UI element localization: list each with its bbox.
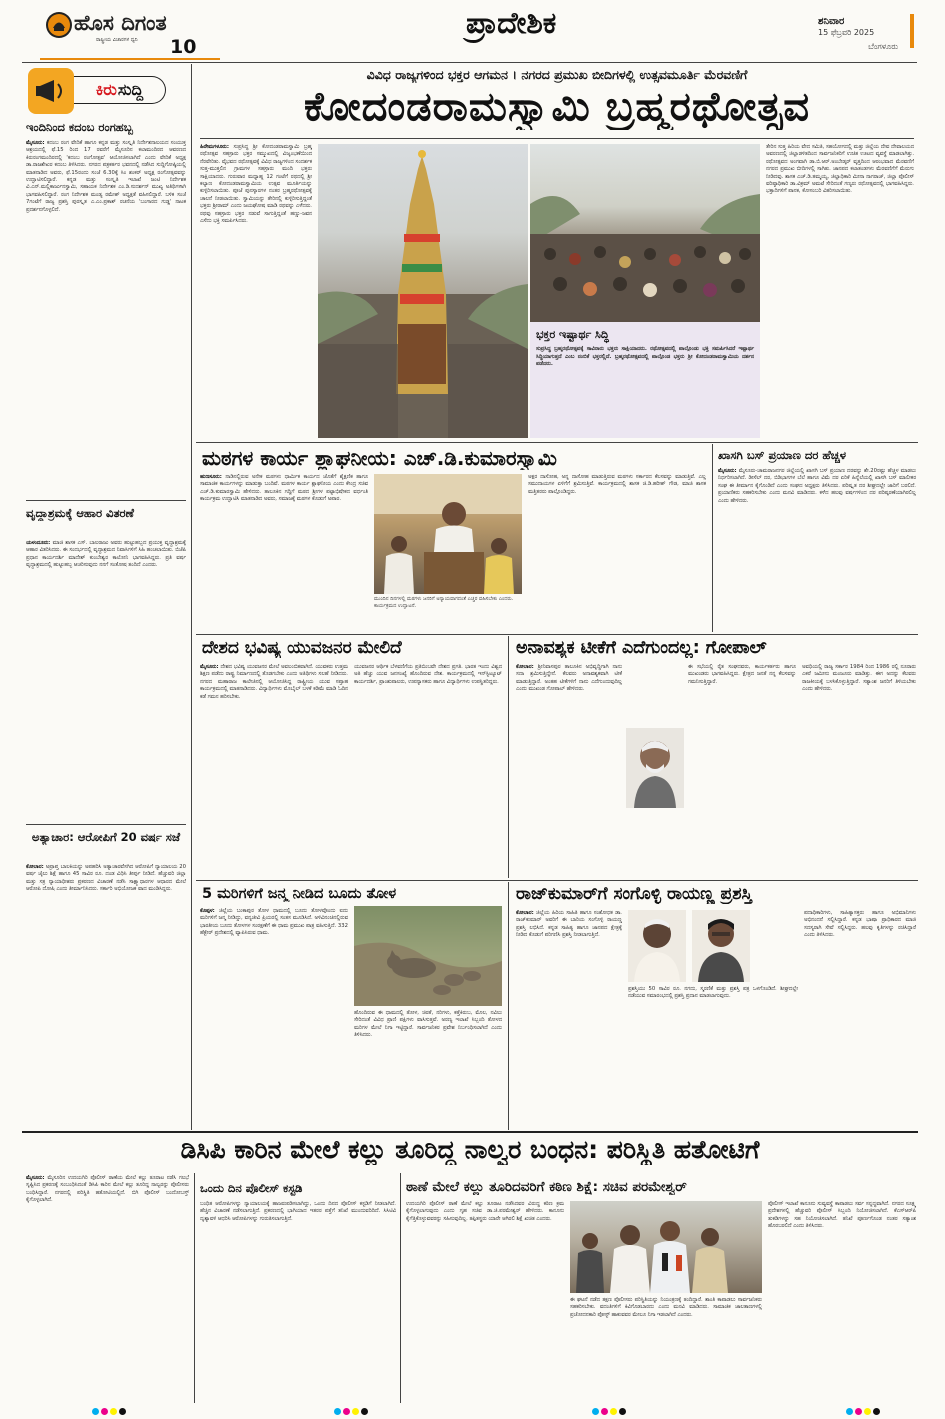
awardee-portrait-2 bbox=[692, 910, 750, 982]
brief-2-text: ಮಾಜಿ ಶಾಸಕ ಎಸ್. ಬಾಲರಾಜು ಅವರು ಹುಟ್ಟುಹಬ್ಬದ ಪ್ರಯುಕ್ತ ವೃದ್ಧಾಶ್ರಮಕ್ಕೆ ಆಹಾರ ವಿತರಿಸಿದರು. ಈ ಸಂದರ್ಭದಲ್ಲಿ ವೃದ್ಧಾಶ್ರಮದ ನಿವಾಸಿಗಳಿಗೆ ಸಿಹಿ ಹಂಚಲಾಯಿತು. ಬಿಜೆಪಿ ಪ್ರಧಾನ ಕಾರ್ಯದರ್ಶಿ ಮಾದೇಶ್ ಕುಂಬೇಶ್ವರ ಕಾಲೋನಿ ಭಾಗವಹಿಸಿದ್ದರು. ಪ್ರತಿ ವರ್ಷ ವೃದ್ಧಾಶ್ರಮದಲ್ಲಿ ಹುಟ್ಟುಹಬ್ಬ ಆಚರಿಸುವುದು ನನಗೆ ಸಂತೋಷ ತಂದಿದೆ ಎಂದರು. bbox=[26, 540, 186, 569]
logo-name: ಹೊಸ ದಿಗಂತ bbox=[74, 11, 167, 35]
police-story bbox=[22, 1133, 918, 1405]
minister-headline: ಠಾಣೆ ಮೇಲೆ ಕಲ್ಲು ತೂರಿದವರಿಗೆ ಕಠಿಣ ಶಿಕ್ಷೆ: ಸಚಿವ ಪರಮೇಶ್ವರ್ bbox=[406, 1179, 687, 1195]
logo-block[interactable] bbox=[40, 6, 208, 56]
caption-body: ಸುಪ್ರಸಿದ್ಧ ಬ್ರಹ್ಮರಥೋತ್ಸವಕ್ಕೆ ಸಾವಿರಾರು ಭಕ್ತರು ಸಾಕ್ಷಿಯಾದರು. ರಥೋತ್ಸವದಲ್ಲಿ ಪಾಲ್ಗೊಂಡು ಭಕ್ತಿ ಸಮರ್ಪಿಸಿದರೆ ಇಷ್ಟಾರ್ಥ ಸಿದ್ಧಿಯಾಗುತ್ತದೆ ಎಂಬ ನಂಬಿಕೆ ಭಕ್ತರಲ್ಲಿದೆ. ಬ್ರಹ್ಮರಥೋತ್ಸವದಲ್ಲಿ ಪಾಲ್ಗೊಂಡ ಭಕ್ತರು ಶ್ರೀ ಕೋದಂಡರಾಮಸ್ವಾಮಿಯ ದರ್ಶನ ಪಡೆದರು. bbox=[536, 346, 754, 368]
brief-2-body bbox=[26, 540, 186, 818]
award-headline: ರಾಜ್‌ಕುಮಾರ್‌ಗೆ ಸಂಗೊಳ್ಳಿ ರಾಯಣ್ಣ ಪ್ರಶಸ್ತಿ bbox=[516, 884, 752, 904]
wolf-award-rule bbox=[508, 882, 509, 1130]
brief-1-body bbox=[26, 140, 186, 496]
lead-col-2: ತೇರಿನ ಸುತ್ತ ಹಿರಿಯ ವೇದ ಸಮಿತಿ, ಸಹಯೋಗದಲ್ಲಿ ಮತ್ತು ಜಿಲ್ಲೆಯ ದೇವ ದೇವಾಲಯದ ಅವರಣದಲ್ಲಿ ಜಿಲ್ಲಾಡಳಿತದಿಂದ ಸಾರ್ವಜನಿಕರಿಗೆ ಉಚಿತ ಊಟದ ವ್ಯವಸ್ಥೆ ಮಾಡಲಾಗಿತ್ತು. ರಥೋತ್ಸವದ ಅಂಗವಾಗಿ ಡಾ.ಬಿ.ಆರ್.ಅಂಬೇಡ್ಕರ್ ವೃತ್ತದಿಂದ ಆರಂಭವಾದ ಮೆರವಣಿಗೆ ನಗರದ ಪ್ರಮುಖ ಬೀದಿಗಳಲ್ಲಿ ಸಾಗಿತು. ಜಾನಪದ ಕಲಾತಂಡಗಳು ಮೆರವಣಿಗೆಗೆ ಮೆರುಗು ನೀಡಿದವು. ಶಾಸಕ ಎಚ್.ಡಿ.ತಮ್ಮಯ್ಯ, ಜಿಲ್ಲಾಧಿಕಾರಿ ಮೀನಾ ನಾಗರಾಜ್, ಜಿಲ್ಲಾ ಪೊಲೀಸ್ ವರಿಷ್ಠಾಧಿಕಾರಿ ಡಾ.ವಿಕ್ರಮ್ ಅಮಟೆ ಸೇರಿದಂತೆ ಗಣ್ಯರು ರಥೋತ್ಸವದಲ್ಲಿ ಭಾಗವಹಿಸಿದ್ದರು. ಭಕ್ತಾದಿಗಳಿಗೆ ಪಾನಕ, ಕೋಸಂಬರಿ ವಿತರಿಸಲಾಯಿತು. bbox=[766, 144, 914, 195]
custody-body: ಬಂಧಿತ ಆರೋಪಿಗಳನ್ನು ನ್ಯಾಯಾಲಯಕ್ಕೆ ಹಾಜರುಪಡಿಸಲಾಗಿದ್ದು, ಒಂದು ದಿನದ ಪೊಲೀಸ್ ಕಸ್ಟಡಿಗೆ ನೀಡಲಾಗಿದೆ. ಹೆಚ್ಚಿನ ವಿಚಾರಣೆ ನಡೆಸಲಾಗುತ್ತಿದೆ. ಪ್ರಕರಣದಲ್ಲಿ ಭಾಗಿಯಾದ ಇತರರ ಪತ್ತೆಗೆ ತನಿಖೆ ಮುಂದುವರಿದಿದೆ. ಸಿಸಿಟಿವಿ ದೃಶ್ಯಾವಳಿ ಆಧರಿಸಿ ಆರೋಪಿಗಳನ್ನು ಗುರುತಿಸಲಾಗುತ್ತಿದೆ. bbox=[200, 1201, 396, 1222]
police-col-1-text: ಮೈಸೂರಿನ ಉದಯಗಿರಿ ಪೊಲೀಸ್ ಠಾಣೆಯ ಮೇಲೆ ಕಲ್ಲು ತೂರಾಟ ನಡೆಸಿ ಗಲಭೆ ಸೃಷ್ಟಿಸಿದ ಪ್ರಕರಣಕ್ಕೆ ಸಂಬಂಧಿಸಿದಂತೆ ಡಿಸಿಪಿ ಕಾರಿನ ಮೇಲೆ ಕಲ್ಲು ತೂರಿದ್ದ ನಾಲ್ವರನ್ನು ಪೊಲೀಸರು ಬಂಧಿಸಿದ್ದಾರೆ. ನಗರದಲ್ಲಿ ಪರಿಸ್ಥಿತಿ ಹತೋಟಿಯಲ್ಲಿದೆ. ಬಿಗಿ ಪೊಲೀಸ್ ಬಂದೋಬಸ್ತ್ ಕೈಗೊಳ್ಳಲಾಗಿದೆ. bbox=[26, 1175, 189, 1204]
hdk-col-1-text: ನಾಡಿನಲ್ಲಿರುವ ಅನೇಕ ಮಠಗಳು ಧಾರ್ಮಿಕ ಕಾರ್ಯದ ಜೊತೆಗೆ ಶೈಕ್ಷಣಿಕ ಹಾಗೂ ಸಾಮಾಜಿಕ ಕಾರ್ಯಗಳನ್ನು ಮಾಡುತ್ತಾ ಬಂದಿವೆ. ಮಠಗಳ ಕಾರ್ಯ ಶ್ಲಾಘನೀಯ ಎಂದು ಕೇಂದ್ರ ಸಚಿವ ಎಚ್.ಡಿ.ಕುಮಾರಸ್ವಾಮಿ ಹೇಳಿದರು. ತಾಲೂಕಿನ ಗದ್ದಿಗೆ ಮಠದ ಶ್ರೀಗಳ ಪಟ್ಟಾಭಿಷೇಕದ ವರ್ಧಂತಿ ಕಾರ್ಯಕ್ರಮ ಉದ್ಘಾಟಿಸಿ ಮಾತನಾಡಿದ ಅವರು, ಸಮಾಜಕ್ಕೆ ಮಠಗಳ ಕೊಡುಗೆ ಅಪಾರ. bbox=[200, 474, 368, 503]
brief-2-dateline: ಯಳಂದೂರು: bbox=[26, 540, 51, 546]
logo-emblem-icon bbox=[46, 12, 72, 38]
award-col-2: ಪ್ರಶಸ್ತಿಯು 50 ಸಾವಿರ ರೂ. ನಗದು, ಸ್ಮರಣಿಕೆ ಮತ್ತು ಪ್ರಶಸ್ತಿ ಪತ್ರ ಒಳಗೊಂಡಿದೆ. ಶೀಘ್ರದಲ್ಲೇ ನಡೆಯುವ ಸಮಾರಂಭದಲ್ಲಿ ಪ್ರಶಸ್ತಿ ಪ್ರದಾನ ಮಾಡಲಾಗುವುದು. bbox=[628, 986, 798, 1000]
wolf-col-1-text: ಜಿಲ್ಲೆಯ ಬಂಕಾಪುರ ತೋಳ ಧಾಮದಲ್ಲಿ ಬೂದು ತೋಳವೊಂದು ಐದು ಮರಿಗಳಿಗೆ ಜನ್ಮ ನೀಡಿದ್ದು, ವನ್ಯಜೀವಿ ಪ್ರಿಯರಲ್ಲಿ ಸಂತಸ ಮೂಡಿಸಿದೆ. ಅಳಿವಿನಂಚಿನಲ್ಲಿರುವ ಭಾರತೀಯ ಬೂದು ತೋಳಗಳ ಸಂರಕ್ಷಣೆಗೆ ಈ ಧಾಮ ಪ್ರಮುಖ ಪಾತ್ರ ವಹಿಸುತ್ತಿದೆ. 332 ಹೆಕ್ಟೇರ್ ಪ್ರದೇಶದಲ್ಲಿ ವ್ಯಾಪಿಸಿರುವ ಧಾಮ. bbox=[200, 908, 348, 937]
lead-kicker: ವಿವಿಧ ರಾಜ್ಯಗಳಿಂದ ಭಕ್ತರ ಆಗಮನ । ನಗರದ ಪ್ರಮುಖ ಬೀದಿಗಳಲ್ಲಿ ಉತ್ಸವಮೂರ್ತಿ ಮೆರವಣಿಗೆ bbox=[366, 67, 748, 82]
hdk-col-2: ಅಕ್ಷರ ದಾಸೋಹ, ಅನ್ನ ದಾಸೋಹ ಮಾಡುತ್ತಿರುವ ಮಠಗಳು ಸರ್ಕಾರದ ಕೆಲಸವನ್ನು ಮಾಡುತ್ತಿವೆ. ಎಲ್ಲ ಸಮುದಾಯಗಳ ಏಳಿಗೆಗೆ ಶ್ರಮಿಸುತ್ತಿವೆ. ಕಾರ್ಯಕ್ರಮದಲ್ಲಿ ಶಾಸಕ ಜಿ.ಡಿ.ಹರೀಶ್ ಗೌಡ, ಮಾಜಿ ಶಾಸಕ ಮತ್ತಿತರರು ಪಾಲ್ಗೊಂಡಿದ್ದರು. bbox=[528, 474, 706, 495]
megaphone-icon bbox=[28, 68, 74, 114]
date-full: 15 ಫೆಬ್ರವರಿ 2025 bbox=[818, 28, 875, 37]
bus-body bbox=[718, 468, 916, 628]
police-col-1 bbox=[26, 1175, 189, 1401]
lead-col-1-text: ಸುಪ್ರಸಿದ್ಧ ಶ್ರೀ ಕೋದಂಡರಾಮಸ್ವಾಮಿ ಬ್ರಹ್ಮ ರಥೋತ್ಸವ ಸಹಸ್ರಾರು ಭಕ್ತರ ಸಮ್ಮುಖದಲ್ಲಿ ವಿಜೃಂಭಣೆಯಿಂದ ನೆರವೇರಿತು. ವೈಭವದ ರಥೋತ್ಸವಕ್ಕೆ ವಿವಿಧ ರಾಜ್ಯಗಳಿಂದ ಸಂದರ್ಶಕ ಸುತ್ತ-ಮುತ್ತಲಿನ ಗ್ರಾಮಗಳ ಸಹಸ್ರಾರು ಮಂದಿ ಭಕ್ತರು ಸಾಕ್ಷಿಯಾದರು. ಗುರುವಾರ ಮಧ್ಯಾಹ್ನ 12 ಗಂಟೆಗೆ ರಥದಲ್ಲಿ ಶ್ರೀ ಕಲ್ಯಾಣ ಕೋದಂಡರಾಮಸ್ವಾಮಿಯ ಉತ್ಸವ ಮೂರ್ತಿಯನ್ನು ಕುಳ್ಳಿರಿಸಲಾಯಿತು. ಪೂಜೆ ಪುನಸ್ಕಾರಗಳ ನಂತರ ಬ್ರಹ್ಮರಥೋತ್ಸವಕ್ಕೆ ಚಾಲನೆ ನೀಡಲಾಯಿತು. ಸ್ವಾಮಿಯನ್ನು ತೇರಿನಲ್ಲಿ ಕುಳ್ಳಿರಿಸುತ್ತಿದ್ದಂತೆ ಭಕ್ತರು ಶ್ರೀರಾಮ್ ಎಂದು ಜಯಘೋಷ ಮಾಡಿ ರಥವನ್ನು ಎಳೆದರು. ರಥವು ಸಹಸ್ರಾರು ಭಕ್ತರ ನಡುವೆ ಸಾಗುತ್ತಿದ್ದಂತೆ ಹಣ್ಣು-ಜವನ ಎಸೆದು ಭಕ್ತಿ ಸಮರ್ಪಿಸಿದರು. bbox=[200, 144, 312, 225]
youth-col-1 bbox=[200, 664, 348, 874]
lead-headline-rule bbox=[200, 138, 914, 139]
brief-1-headline: ಇಂದಿನಿಂದ ಕದಂಬ ರಂಗಹಬ್ಬ bbox=[26, 120, 133, 134]
suddi-label: ಸುದ್ದಿ bbox=[117, 80, 144, 99]
brief-3-text: ಅಪ್ರಾಪ್ತ ಬಾಲಕಿಯನ್ನು ಅಪಹರಿಸಿ ಅತ್ಯಾಚಾರವೆಸಗಿದ ಆರೋಪಿಗೆ ನ್ಯಾಯಾಲಯ 20 ವರ್ಷ ಜೈಲು ಶಿಕ್ಷೆ ಹಾಗೂ 45 ಸಾವಿರ ರೂ. ದಂಡ ವಿಧಿಸಿ ತೀರ್ಪು ನೀಡಿದೆ. ಹೆಚ್ಚುವರಿ ಜಿಲ್ಲಾ ಮತ್ತು ಸತ್ರ ನ್ಯಾಯಾಧೀಶರು ಪ್ರಕರಣದ ವಿಚಾರಣೆ ನಡೆಸಿ ಸಾಕ್ಷ್ಯಾಧಾರಗಳ ಆಧಾರದ ಮೇಲೆ ಆರೋಪಿ ದೋಷಿ ಎಂದು ತೀರ್ಮಾನಿಸಿದರು. ಸರ್ಕಾರಿ ಅಭಿಯೋಜಕ ವಾದ ಮಂಡಿಸಿದ್ದರು. bbox=[26, 864, 186, 893]
minister-col-1: ಉದಯಗಿರಿ ಪೊಲೀಸ್ ಠಾಣೆ ಮೇಲೆ ಕಲ್ಲು ತೂರಾಟ ನಡೆಸಿದವರ ವಿರುದ್ಧ ಕಠಿಣ ಕ್ರಮ ಕೈಗೊಳ್ಳಲಾಗುವುದು ಎಂದು ಗೃಹ ಸಚಿವ ಡಾ.ಜಿ.ಪರಮೇಶ್ವರ್ ಹೇಳಿದರು. ಕಾನೂನು ಕೈಗೆತ್ತಿಕೊಳ್ಳುವವರನ್ನು ಸಹಿಸುವುದಿಲ್ಲ. ತಪ್ಪಿತಸ್ಥರು ಯಾರೇ ಆಗಿರಲಿ ಶಿಕ್ಷೆ ಖಚಿತ ಎಂದರು. bbox=[406, 1201, 564, 1222]
minister-col-3: ಪೊಲೀಸ್ ಇಲಾಖೆ ಕಾನೂನು ಸುವ್ಯವಸ್ಥೆ ಕಾಪಾಡಲು ಸರ್ವ ಸನ್ನದ್ಧವಾಗಿದೆ. ನಗರದ ಸೂಕ್ಷ್ಮ ಪ್ರದೇಶಗಳಲ್ಲಿ ಹೆಚ್ಚುವರಿ ಪೊಲೀಸ್ ಸಿಬ್ಬಂದಿ ನಿಯೋಜಿಸಲಾಗಿದೆ. ಕೆಎಸ್‌ಆರ್‌ಪಿ ತುಕಡಿಗಳನ್ನು ಸಹ ನಿಯೋಜಿಸಲಾಗಿದೆ. ತನಿಖೆ ಪೂರ್ಣಗೊಂಡ ನಂತರ ಸತ್ಯಾಂಶ ಹೊರಬರಲಿದೆ ಎಂದು ತಿಳಿಸಿದರು. bbox=[768, 1201, 916, 1230]
brief-3-body bbox=[26, 864, 186, 1126]
masthead bbox=[0, 0, 945, 62]
wolf-col-1 bbox=[200, 908, 348, 1126]
youth-col-2: ಯುವಜನರ ಆರ್ಥಿಕ ಬೆಳವಣಿಗೆಯ ಪ್ರತಿಬಿಂಬವೇ ದೇಶದ ಪ್ರಗತಿ. ಭಾರತ ಇಂದು ವಿಶ್ವದ ಅತಿ ಹೆಚ್ಚು ಯುವ ಜನಸಂಖ್ಯೆ ಹೊಂದಿರುವ ದೇಶ. ಕಾರ್ಯಕ್ರಮದಲ್ಲಿ ಇನ್‌ಸ್ಟಿಟ್ಯೂಟ್ ಕಾರ್ಯದರ್ಶಿ, ಪ್ರಾಂಶುಪಾಲರು, ಉಪನ್ಯಾಸಕರು ಹಾಗೂ ವಿದ್ಯಾರ್ಥಿಗಳು ಉಪಸ್ಥಿತರಿದ್ದರು. bbox=[354, 664, 502, 685]
award-dateline: ಕೋಲಾರ: bbox=[516, 910, 534, 916]
logo-tagline: ರಾಷ್ಟ್ರೀಯ ವಿಚಾರಗಳ ಧ್ವನಿ bbox=[96, 37, 138, 43]
award-col-1-text: ಜಿಲ್ಲೆಯ ಹಿರಿಯ ಸಾಹಿತಿ ಹಾಗೂ ಸಂಶೋಧಕ ಡಾ. ರಾಜ್‌ಕುಮಾರ್ ಅವರಿಗೆ ಈ ಬಾರಿಯ ಸಂಗೊಳ್ಳಿ ರಾಯಣ್ಣ ಪ್ರಶಸ್ತಿ ಲಭಿಸಿದೆ. ಕನ್ನಡ ಸಾಹಿತ್ಯ ಹಾಗೂ ಜಾನಪದ ಕ್ಷೇತ್ರಕ್ಕೆ ನೀಡಿದ ಕೊಡುಗೆ ಪರಿಗಣಿಸಿ ಪ್ರಶಸ್ತಿ ನೀಡಲಾಗುತ್ತಿದೆ. bbox=[516, 910, 622, 939]
minister-press-photo bbox=[570, 1201, 762, 1293]
caption-title: ಭಕ್ತರ ಇಷ್ಟಾರ್ಥ ಸಿದ್ಧಿ bbox=[536, 328, 609, 341]
registration-marks-4 bbox=[846, 1408, 880, 1415]
section-title: ಪ್ರಾದೇಶಿಕ bbox=[466, 6, 557, 41]
registration-marks-3 bbox=[592, 1408, 626, 1415]
police-dateline: ಮೈಸೂರು: bbox=[26, 1175, 45, 1181]
gopal-col-1 bbox=[516, 664, 622, 874]
award-story bbox=[512, 882, 918, 1130]
lead-story bbox=[196, 64, 918, 442]
minister-col-2: ಈ ಘಟನೆ ನಡೆದ ತಕ್ಷಣ ಪೊಲೀಸರು ಪರಿಸ್ಥಿತಿಯನ್ನು ನಿಯಂತ್ರಣಕ್ಕೆ ತಂದಿದ್ದಾರೆ. ಶಾಂತಿ ಕಾಪಾಡಲು ಸಾರ್ವಜನಿಕರು ಸಹಕರಿಸಬೇಕು. ವದಂತಿಗಳಿಗೆ ಕಿವಿಗೊಡಬಾರದು ಎಂದು ಮನವಿ ಮಾಡಿದರು. ಸಾಮಾಜಿಕ ಜಾಲತಾಣಗಳಲ್ಲಿ ಪ್ರಚೋದನಕಾರಿ ಪೋಸ್ಟ್ ಹಾಕುವವರ ಮೇಲೂ ನಿಗಾ ಇಡಲಾಗಿದೆ ಎಂದರು. bbox=[570, 1297, 762, 1318]
kiru-suddi-label-box bbox=[74, 76, 166, 104]
registration-marks-2 bbox=[334, 1408, 368, 1415]
youth-story bbox=[196, 636, 506, 878]
bus-text: ಮೈಸೂರು-ಚಾಮರಾಜನಗರ ಜಿಲ್ಲೆಯಲ್ಲಿ ಖಾಸಗಿ ಬಸ್ ಪ್ರಯಾಣ ದರವನ್ನು ಶೇ.20ರಷ್ಟು ಹೆಚ್ಚಳ ಮಾಡಲು ನಿರ್ಧರಿಸಲಾಗಿದೆ. ಡೀಸೆಲ್ ದರ, ಬಿಡಿಭಾಗಗಳ ಬೆಲೆ ಹಾಗೂ ವಿಮೆ ದರ ಏರಿಕೆ ಹಿನ್ನೆಲೆಯಲ್ಲಿ ಖಾಸಗಿ ಬಸ್ ಮಾಲೀಕರ ಸಂಘ ಈ ತೀರ್ಮಾನ ಕೈಗೊಂಡಿದೆ ಎಂದು ಸಂಘದ ಅಧ್ಯಕ್ಷರು ತಿಳಿಸಿದರು. ಪರಿಷ್ಕೃತ ದರ ಶೀಘ್ರದಲ್ಲೇ ಜಾರಿಗೆ ಬರಲಿದೆ. ಪ್ರಯಾಣಿಕರು ಸಹಕರಿಸಬೇಕು ಎಂದು ಮನವಿ ಮಾಡಿದರು. ಕಳೆದ ಹಲವು ವರ್ಷಗಳಿಂದ ದರ ಪರಿಷ್ಕರಣೆಯಾಗಿರಲಿಲ್ಲ ಎಂದು ಹೇಳಿದರು. bbox=[718, 468, 916, 504]
hdk-speech-photo bbox=[374, 474, 522, 594]
wolf-dateline: ಕೊಪ್ಪಳ: bbox=[200, 908, 215, 914]
hdk-headline: ಮಠಗಳ ಕಾರ್ಯ ಶ್ಲಾಘನೀಯ: ಎಚ್.ಡಿ.ಕುಮಾರಸ್ವಾಮಿ bbox=[202, 446, 557, 470]
lead-col-1 bbox=[200, 144, 312, 438]
kiru-suddi-badge bbox=[28, 68, 164, 114]
brief-divider-2 bbox=[26, 824, 186, 825]
date-city: ಬೆಂಗಳೂರು bbox=[868, 42, 898, 51]
wolf-photo bbox=[354, 906, 502, 1006]
registration-marks-1 bbox=[92, 1408, 126, 1415]
police-rule-1 bbox=[194, 1173, 195, 1403]
youth-col-1-text: ದೇಶದ ಭವಿಷ್ಯ ಯುವಜನರ ಮೇಲೆ ಅವಲಂಬಿತವಾಗಿದೆ. ಯುವಕರು ಉತ್ತಮ ಶಿಕ್ಷಣ ಪಡೆದು ರಾಷ್ಟ್ರ ನಿರ್ಮಾಣದಲ್ಲಿ ತೊಡಗಬೇಕು ಎಂದು ಅತಿಥಿಗಳು ಸಲಹೆ ನೀಡಿದರು. ನಗರದ ಮಹಾರಾಜ ಕಾಲೇಜಿನಲ್ಲಿ ಆಯೋಜಿಸಿದ್ದ ರಾಷ್ಟ್ರೀಯ ಯುವ ಸಪ್ತಾಹ ಕಾರ್ಯಕ್ರಮದಲ್ಲಿ ಮಾತನಾಡಿದರು. ವಿದ್ಯಾರ್ಥಿಗಳು ಮೊಬೈಲ್ ಬಳಕೆ ಕಡಿಮೆ ಮಾಡಿ ಓದಿನ ಕಡೆ ಗಮನ ಹರಿಸಬೇಕು. bbox=[200, 664, 348, 700]
crowd-photo bbox=[530, 144, 760, 322]
bus-story bbox=[716, 444, 918, 632]
lead-dateline: ಹಿರೇಮಗಳೂರು: bbox=[200, 144, 229, 150]
left-column-rule bbox=[191, 64, 192, 1130]
photo-caption-box bbox=[530, 322, 760, 438]
date-day: ಶನಿವಾರ bbox=[818, 16, 845, 27]
masthead-rule bbox=[22, 62, 917, 63]
brief-divider-1 bbox=[26, 500, 186, 501]
kiru-label: ಕಿರು bbox=[95, 80, 117, 99]
hdk-photo-caption: ಮುಂದಿನ ದಿನಗಳಲ್ಲಿ ಮಠಗಳು ಜನರಿಗೆ ಅನ್ಯಾಯವಾಗದಂತೆ ಎಚ್ಚರ ವಹಿಸಬೇಕು ಎಂದರು. ಕಾರ್ಯಕ್ರಮದ ಉದ್ಘಾಟನೆ. bbox=[374, 596, 514, 609]
date-block bbox=[818, 16, 908, 52]
youth-gopal-rule bbox=[508, 636, 509, 878]
custody-headline: ಒಂದು ದಿನ ಪೊಲೀಸ್ ಕಸ್ಟಡಿ bbox=[200, 1181, 303, 1195]
award-col-1 bbox=[516, 910, 622, 1126]
mid-rule-1 bbox=[196, 634, 918, 635]
bus-dateline: ಮೈಸೂರು: bbox=[718, 468, 737, 474]
gopal-col-3: ಅವಧಿಯಲ್ಲಿ ರಾಜ್ಯ ಸರ್ಕಾರ 1984 ರಿಂದ 1986 ರಲ್ಲಿ ನೂರಾರು ಎಕರೆ ಜಮೀನು ಮಂಜೂರು ಮಾಡಿತ್ತು. ಈಗ ಅದನ್ನು ಕೆಲವರು ರಾಜಕೀಯಕ್ಕೆ ಬಳಸಿಕೊಳ್ಳುತ್ತಿದ್ದಾರೆ. ಸತ್ಯಾಂಶ ಜನರಿಗೆ ತಿಳಿಯಬೇಕು ಎಂದು ಹೇಳಿದರು. bbox=[802, 664, 916, 693]
award-col-3: ಪದಾಧಿಕಾರಿಗಳು, ಸಾಹಿತ್ಯಾಸಕ್ತರು ಹಾಗೂ ಅಭಿಮಾನಿಗಳು ಅಭಿನಂದನೆ ಸಲ್ಲಿಸಿದ್ದಾರೆ. ಕನ್ನಡ ಭಾಷಾ ಪ್ರಾಧಿಕಾರದ ಮಾಜಿ ಸದಸ್ಯರಾಗಿ ಸೇವೆ ಸಲ್ಲಿಸಿದ್ದರು. ಹಲವು ಕೃತಿಗಳನ್ನು ರಚಿಸಿದ್ದಾರೆ ಎಂದು ತಿಳಿಸಿದರು. bbox=[804, 910, 916, 939]
gopal-headline: ಅನಾವಶ್ಯಕ ಟೀಕೆಗೆ ಎದೆಗುಂದಲ್ಲ: ಗೋಪಾಲ್ bbox=[516, 638, 767, 658]
hdk-col-1 bbox=[200, 474, 368, 628]
bus-headline: ಖಾಸಗಿ ಬಸ್ ಪ್ರಯಾಣ ದರ ಹೆಚ್ಚಳ bbox=[718, 448, 847, 462]
gopal-story bbox=[512, 636, 918, 878]
lead-headline: ಕೋದಂಡರಾಮಸ್ವಾಮಿ ಬ್ರಹ್ಮರಥೋತ್ಸವ bbox=[303, 84, 811, 130]
lead-bottom-rule bbox=[196, 442, 918, 443]
police-headline: ಡಿಸಿಪಿ ಕಾರಿನ ಮೇಲೆ ಕಲ್ಲು ತೂರಿದ್ದ ನಾಲ್ವರ ಬಂಧನ: ಪರಿಸ್ಥಿತಿ ಹತೋಟಿಗೆ bbox=[180, 1135, 760, 1164]
brief-3-dateline: ಕೋಲಾರ: bbox=[26, 864, 44, 870]
brief-1-text: ಕದಂಬ ರಂಗ ವೇದಿಕೆ ಹಾಗೂ ಕನ್ನಡ ಮತ್ತು ಸಂಸ್ಕೃತಿ ನಿರ್ದೇಶನಾಲಯದ ಸಂಯುಕ್ತ ಆಶ್ರಯದಲ್ಲಿ ಫೆ.15 ರಿಂದ 17 ರವರೆಗೆ ಮೈಸೂರಿನ ಕಲಾಮಂದಿರದ ಆವರಣದ ಕಿರುರಂಗಮಂದಿರದಲ್ಲಿ 'ಕದಂಬ ರಂಗೋತ್ಸವ' ಆಯೋಜಿಸಲಾಗಿದೆ ಎಂದು ವೇದಿಕೆ ಅಧ್ಯಕ್ಷ ಡಾ.ರಾಜಶೇಖರ ಕದಂಬ ತಿಳಿಸಿದರು. ನಗರದ ಪತ್ರಕರ್ತರ ಭವನದಲ್ಲಿ ನಡೆಸಿದ ಸುದ್ದಿಗೋಷ್ಠಿಯಲ್ಲಿ ಮಾತನಾಡಿದ ಅವರು, ಫೆ.15ರಂದು ಸಂಜೆ 6.30ಕ್ಕೆ ಸಿಂ ಶಂಕರ್ ಅಧ್ಯಕ್ಷ ರಂಗೋತ್ಸವವನ್ನು ಉದ್ಘಾಟಿಸಲಿದ್ದಾರೆ. ಕನ್ನಡ ಮತ್ತು ಸಂಸ್ಕೃತಿ ಇಲಾಖೆ ಜಂಟಿ ನಿರ್ದೇಶಕ ವಿ.ಎನ್.ಮಲ್ಲಿಕಾರ್ಜುನಸ್ವಾಮಿ, ಸಹಾಯಕ ನಿರ್ದೇಶಕ ಎಂ.ಡಿ.ಸುದರ್ಶನ್ ಮುಖ್ಯ ಅತಿಥಿಗಳಾಗಿ ಭಾಗವಹಿಸಲಿದ್ದಾರೆ. ರಂಗ ನಿರ್ದೇಶಕ ಮಂಡ್ಯ ರಮೇಶ್ ಅಧ್ಯಕ್ಷತೆ ವಹಿಸಲಿದ್ದಾರೆ. ಬಳಿಕ ಸಂಜೆ 7ಗಂಟೆಗೆ ರಾಜ್ಯ ಪ್ರಶಸ್ತಿ ಪುರಸ್ಕೃತ ಎ.ಎಂ.ಪ್ರಕಾಶ್ ರಚನೆಯ 'ಬಂಗಾರದ ಗುಡ್ಡ' ನಾಟಕ ಪ್ರದರ್ಶನಗೊಳ್ಳಲಿದೆ. bbox=[26, 140, 186, 213]
masthead-accent-bar bbox=[910, 14, 914, 48]
gopal-portrait-photo bbox=[626, 728, 684, 808]
kiru-suddi-column bbox=[22, 64, 189, 1129]
wolf-story bbox=[196, 882, 506, 1130]
wolf-headline: 5 ಮರಿಗಳಿಗೆ ಜನ್ಮ ನೀಡಿದ ಬೂದು ತೋಳ bbox=[202, 886, 397, 902]
brief-2-headline: ವೃದ್ಧಾಶ್ರಮಕ್ಕೆ ಆಹಾರ ವಿತರಣೆ bbox=[26, 506, 135, 520]
gopal-col-2: ಈ ಸಭೆಯಲ್ಲಿ ರೈತ ಸಂಘದವರು, ಕಾರ್ಯಕರ್ತರು ಹಾಗೂ ಮುಖಂಡರು ಭಾಗವಹಿಸಿದ್ದರು. ಕ್ಷೇತ್ರದ ಜನತೆ ನನ್ನ ಕೆಲಸವನ್ನು ಗಮನಿಸುತ್ತಿದ್ದಾರೆ. bbox=[688, 664, 796, 685]
gopal-dateline: ಕೋಲಾರ: bbox=[516, 664, 534, 670]
police-rule-2 bbox=[400, 1173, 401, 1403]
hdk-dateline: ಹುಣಸೂರು: bbox=[200, 474, 222, 480]
youth-dateline: ಮೈಸೂರು: bbox=[200, 664, 219, 670]
wolf-col-2: ಹೊಂದಿರುವ ಈ ಧಾಮದಲ್ಲಿ ತೋಳ, ಚಿರತೆ, ನರಿಗಳು, ಕತ್ತೆಕಿರುಬ, ಮೊಲ, ನವಿಲು ಸೇರಿದಂತೆ ವಿವಿಧ ಪ್ರಾಣಿ ಪಕ್ಷಿಗಳು ವಾಸಿಸುತ್ತವೆ. ಅರಣ್ಯ ಇಲಾಖೆ ಸಿಬ್ಬಂದಿ ತೋಳದ ಮರಿಗಳ ಮೇಲೆ ನಿಗಾ ಇಟ್ಟಿದ್ದಾರೆ. ಸಾರ್ವಜನಿಕರ ಪ್ರವೇಶ ನಿರ್ಬಂಧಿಸಲಾಗಿದೆ ಎಂದು ತಿಳಿಸಿದರು. bbox=[354, 1010, 502, 1039]
brief-3-headline: ಅತ್ಯಾಚಾರ: ಆರೋಪಿಗೆ 20 ವರ್ಷ ಸಜೆ bbox=[31, 830, 181, 844]
chariot-festival-photo bbox=[318, 144, 528, 438]
hdk-bus-rule bbox=[712, 444, 713, 632]
youth-headline: ದೇಶದ ಭವಿಷ್ಯ ಯುವಜನರ ಮೇಲಿದೆ bbox=[202, 638, 402, 658]
mid-rule-2 bbox=[196, 880, 918, 881]
brief-1-dateline: ಮೈಸೂರು: bbox=[26, 140, 45, 146]
page-number: 10 bbox=[170, 36, 197, 58]
gopal-col-1-text: ಶ್ರೀನಿವಾಸಪುರ ತಾಲೂಕಿನ ಅಭಿವೃದ್ಧಿಗಾಗಿ ನಾನು ಸದಾ ಶ್ರಮಿಸುತ್ತಿದ್ದೇನೆ. ಕೆಲವರು ಅನಾವಶ್ಯಕವಾಗಿ ಟೀಕೆ ಮಾಡುತ್ತಿದ್ದಾರೆ. ಅಂತಹ ಟೀಕೆಗಳಿಗೆ ನಾನು ಎದೆಗುಂದುವುದಿಲ್ಲ ಎಂದು ಮುಖಂಡ ಗೋಪಾಲ್ ಹೇಳಿದರು. bbox=[516, 664, 622, 693]
hdk-story bbox=[196, 444, 710, 632]
awardee-portrait-1 bbox=[628, 910, 686, 982]
masthead-underline bbox=[40, 58, 220, 60]
